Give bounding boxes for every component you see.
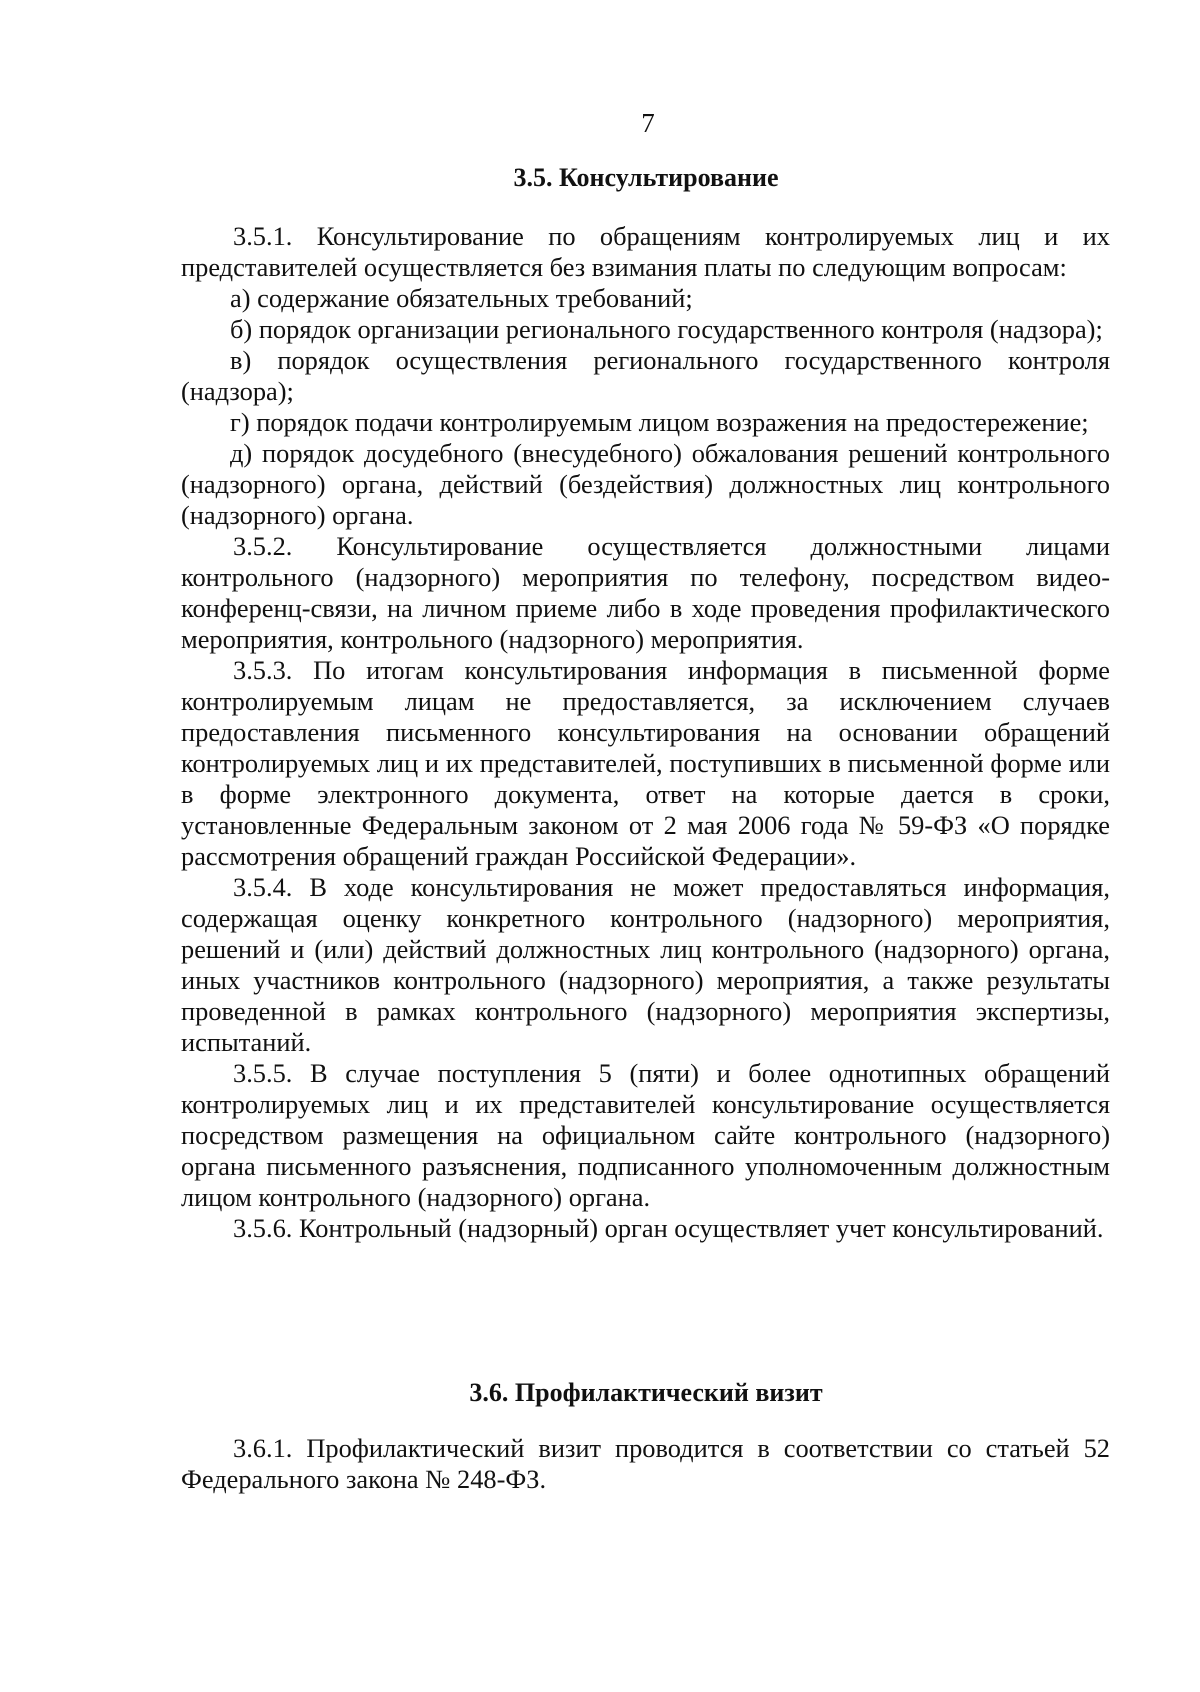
list-item-v: в) порядок осуществления регионального государственного контроля (надзора); [181, 345, 1110, 406]
section-3-5-body [181, 221, 1110, 1244]
paragraph-3-5-4: 3.5.4. В ходе консультирования не может предоставляться информация, содержащая оценку конкретного контрольного (надзорного) мероприятия, решений и (или) действий должностных лиц контрольного (надзорного) органа, иных участников контрольного (надзорного) мероприятия, а также результаты проведенной в рамках контрольного (надзорного) мероприятия экспертизы, испытаний. [181, 872, 1110, 1057]
list-item-a: а) содержание обязательных требований; [230, 283, 693, 313]
list-item-d: д) порядок досудебного (внесудебного) обжалования решений контрольного (надзорного) органа, действий (бездействия) должностных лиц контрольного (надзорного) органа. [181, 438, 1110, 530]
section-heading-3-6: 3.6. Профилактический визит [469, 1378, 823, 1407]
section-heading-3-5: 3.5. Консультирование [513, 163, 779, 192]
list-item-b: б) порядок организации регионального государственного контроля (надзора); [230, 314, 1103, 344]
paragraph-3-5-1: 3.5.1. Консультирование по обращениям контролируемых лиц и их представителей осуществляется без взимания платы по следующим вопросам: [181, 221, 1110, 282]
list-item-g: г) порядок подачи контролируемым лицом возражения на предостережение; [230, 407, 1089, 437]
paragraph-3-5-5: 3.5.5. В случае поступления 5 (пяти) и более однотипных обращений контролируемых лиц и их представителей консультирование осуществляется посредством размещения на официальном сайте контрольного (надзорного) органа письменного разъяснения, подписанного уполномоченным должностным лицом контрольного (надзорного) органа. [181, 1058, 1110, 1212]
page-number: 7 [641, 108, 655, 138]
paragraph-3-5-2: 3.5.2. Консультирование осуществляется должностными лицами контрольного (надзорного) мероприятия по телефону, посредством видео-конференц-связи, на личном приеме либо в ходе проведения профилактического мероприятия, контрольного (надзорного) мероприятия. [181, 531, 1110, 654]
paragraph-3-5-6: 3.5.6. Контрольный (надзорный) орган осуществляет учет консультирований. [233, 1213, 1104, 1243]
section-3-6-body [181, 1433, 1110, 1495]
paragraph-3-5-3: 3.5.3. По итогам консультирования информация в письменной форме контролируемым лицам не предоставляется, за исключением случаев предоставления письменного консультирования на основании обращений контролируемых лиц и их представителей, поступивших в письменной форме или в форме электронного документа, ответ на которые дается в сроки, установленные Федеральным законом от 2 мая 2006 года № 59-ФЗ «О порядке рассмотрения обращений граждан Российской Федерации». [181, 655, 1110, 871]
paragraph-3-6-1: 3.6.1. Профилактический визит проводится в соответствии со статьей 52 Федерального закона № 248-ФЗ. [181, 1433, 1110, 1494]
